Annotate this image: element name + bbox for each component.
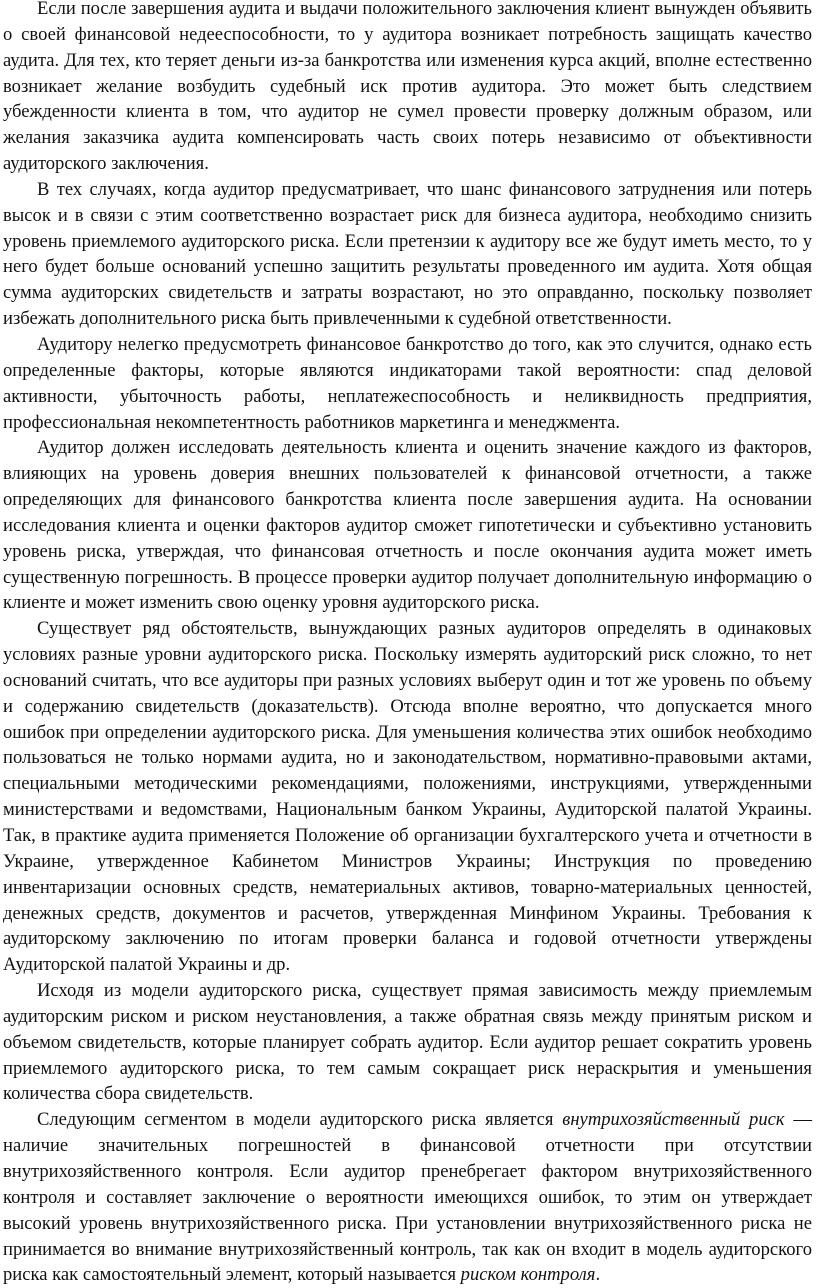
- control-risk-term: риском контроля: [460, 1264, 596, 1286]
- inherent-risk-term: внутрихозяйственный риск: [562, 1109, 785, 1131]
- paragraph-bankruptcy-indicators: Аудитору нелегко предусмотреть финансовое банкротство до того, как это случится, однако есть определенные факторы, которые являются индикаторами такой вероятности: спад деловой активности, убыточность работы, неплатежеспособность и неликвидность предприятия, профессиональная некомпетентность работников маркетинга и менеджмента.: [3, 333, 812, 433]
- inherent-risk-definition: — наличие значительных погрешностей в финансовой отчетности при отсутствии внутрихозяйственного контроля. Если аудитор пренебрегает фактором внутрихозяйственного контроля и составляет заключение о вероятности имеющихся ошибок, то этим он утверждает высокий уровень внутрихозяйственного риска. При установлении внутрихозяйственного риска не принимается во внимание внутрихозяйственный контроль, так как он входит в модель аудиторского риска как самостоятельный элемент, который называется: [3, 1109, 812, 1286]
- inherent-risk-intro: Следующим сегментом в модели аудиторского риска является: [37, 1109, 563, 1131]
- paragraph-bankruptcy-defense: Если после завершения аудита и выдачи положительного заключения клиент вынужден объявить о своей финансовой недееспособности, то у аудитора возникает потребность защищать качество аудита. Для тех, кто теряет деньги из-за банкротства или изменения курса акций, вполне естественно возникает желание возбудить судебный иск против аудитора. Это может быть следствием убежденности клиента в том, что аудитор не сумел провести проверку должным образом, или желания заказчика аудита компенсировать часть своих потерь независимо от объективности аудиторского заключения.: [3, 0, 812, 175]
- paragraph-risk-circumstances: Существует ряд обстоятельств, вынуждающих разных аудиторов определять в одинаковых условиях разные уровни аудиторского риска. Поскольку измерять аудиторский риск сложно, то нет оснований считать, что все аудиторы при разных условиях выберут один и тот же уровень по объему и содержанию свидетельств (доказательств). Отсюда вполне вероятно, что допускается много ошибок при определении аудиторского риска. Для уменьшения количества этих ошибок необходимо пользоваться не только нормами аудита, но и законодательством, нормативно-правовыми актами, специальными методическими рекомендациями, положениями, инструкциями, утвержденными министерствами и ведомствами, Национальным банком Украины, Аудиторской палатой Украины. Так, в практике аудита применяется Положение об организации бухгалтерского учета и отчетности в Украине, утвержденное Кабинетом Министров Украины; Инструкция по проведению инвентаризации основных средств, нематериальных активов, товарно-материальных ценностей, денежных средств, документов и расчетов, утвержденная Минфином Украины. Требования к аудиторскому заключению по итогам проверки баланса и годовой отчетности утверждены Аудиторской палатой Украины и др.: [3, 618, 812, 976]
- paragraph-inherent-risk: [3, 1107, 812, 1288]
- paragraph-client-research: Аудитор должен исследовать деятельность клиента и оценить значение каждого из факторов, влияющих на уровень доверия внешних пользователей к финансовой отчетности, а также определяющих для финансового банкротства клиента после завершения аудита. На основании исследования клиента и оценки факторов аудитор сможет гипотетически и субъективно установить уровень риска, утверждая, что финансовая отчетность и после окончания аудита может иметь существенную погрешность. В процессе проверки аудитор получает дополнительную информацию о клиенте и может изменить свою оценку уровня аудиторского риска.: [3, 437, 812, 614]
- paragraph-risk-model-dependency: Исходя из модели аудиторского риска, существует прямая зависимость между приемлемым аудиторским риском и риском неустановления, а также обратная связь между принятым риском и объемом свидетельств, которые планирует собрать аудитор. Если аудитор решает сократить уровень приемлемого аудиторского риска, то тем самым сокращает риск нераскрытия и уменьшения количества сбора свидетельств.: [3, 980, 812, 1105]
- paragraph-financial-difficulty: В тех случаях, когда аудитор предусматривает, что шанс финансового затруднения или потерь высок и в связи с этим соответственно возрастает риск для бизнеса аудитора, необходимо снизить уровень приемлемого аудиторского риска. Если претензии к аудитору все же будут иметь место, то у него будет больше оснований успешно защитить результаты проведенного им аудита. Хотя общая сумма аудиторских свидетельств и затраты возрастают, но это оправданно, поскольку позволяет избежать дополнительного риска быть привлеченными к судебной ответственности.: [3, 178, 812, 330]
- inherent-risk-end: .: [595, 1264, 601, 1286]
